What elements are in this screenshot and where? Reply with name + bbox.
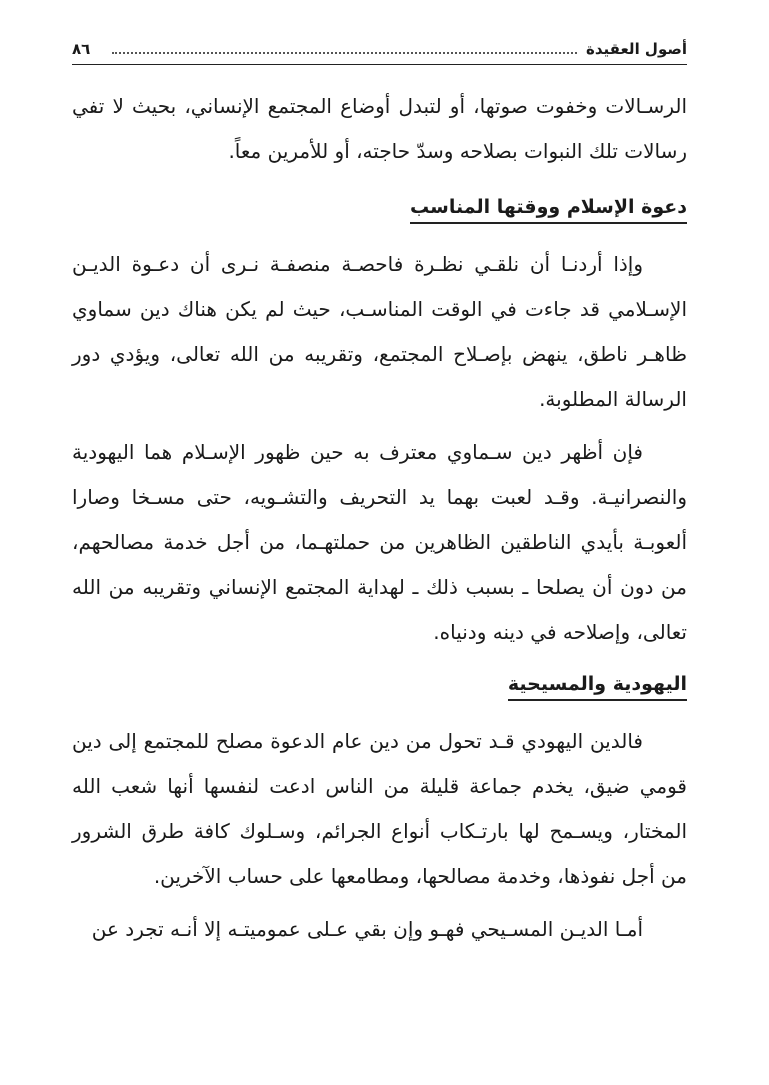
page-content: [72, 80, 687, 952]
header-dot-leader: [112, 52, 577, 54]
page-number: ٨٦: [72, 40, 91, 58]
paragraph-3: فإن أظهر دين سـماوي معترف به حين ظهور الإسـلام هما اليهودية والنصرانيـة. وقـد لعبت بهما يد التحريف والتشـويه، حتى مسـخا وصارا ألعوبـة بأيدي الناطقين الظاهرين من حملتهـما، من أجل خدمة مصالحهم، من دون أن يصلحا ـ بسبب ذلك ـ لهداية المجتمع الإنساني وتقريبه من الله تعالى، وإصلاحه في دينه ودنياه.: [72, 440, 687, 644]
paragraph-2: وإذا أردنـا أن نلقـي نظـرة فاحصـة منصفـة نـرى أن دعـوة الديـن الإسـلامي قد جاءت في الوقت المناسـب، حيث لم يكن هناك دين سماوي ظاهـر ناطق، ينهض بإصـلاح المجتمع، وتقريبه من الله تعالى، ويؤدي دور الرسالة المطلوبة.: [72, 252, 687, 411]
section-heading-judaism-christianity: اليهودية والمسيحية: [508, 673, 687, 701]
heading-wrap-1: [72, 196, 687, 224]
section-heading-islam-call: دعوة الإسلام ووقتها المناسب: [410, 196, 687, 224]
paragraph-5: أمـا الديـن المسـيحي فهـو وإن بقي عـلى عموميتـه إلا أنـه تجرد عن: [91, 917, 643, 941]
paragraph-4: فالدين اليهودي قـد تحول من دين عام الدعوة مصلح للمجتمع إلى دين قومي ضيق، يخدم جماعة قليلة من الناس ادعت لنفسها أنها شعب الله المختار، ويسـمح لها بارتـكاب أنواع الجرائم، وسـلوك كافة طرق الشرور من أجل نفوذها، وخدمة مصالحها، ومطامعها على حساب الآخرين.: [72, 729, 687, 888]
header-title: أصول العقيدة: [586, 40, 687, 58]
paragraph-1: الرسـالات وخفوت صوتها، أو لتبدل أوضاع المجتمع الإنساني، بحيث لا تفي رسالات تلك النبوات بصلاحه وسدّ حاجته، أو للأمرين معاً.: [72, 94, 687, 163]
heading-wrap-2: [72, 673, 687, 701]
running-header: [72, 28, 687, 65]
